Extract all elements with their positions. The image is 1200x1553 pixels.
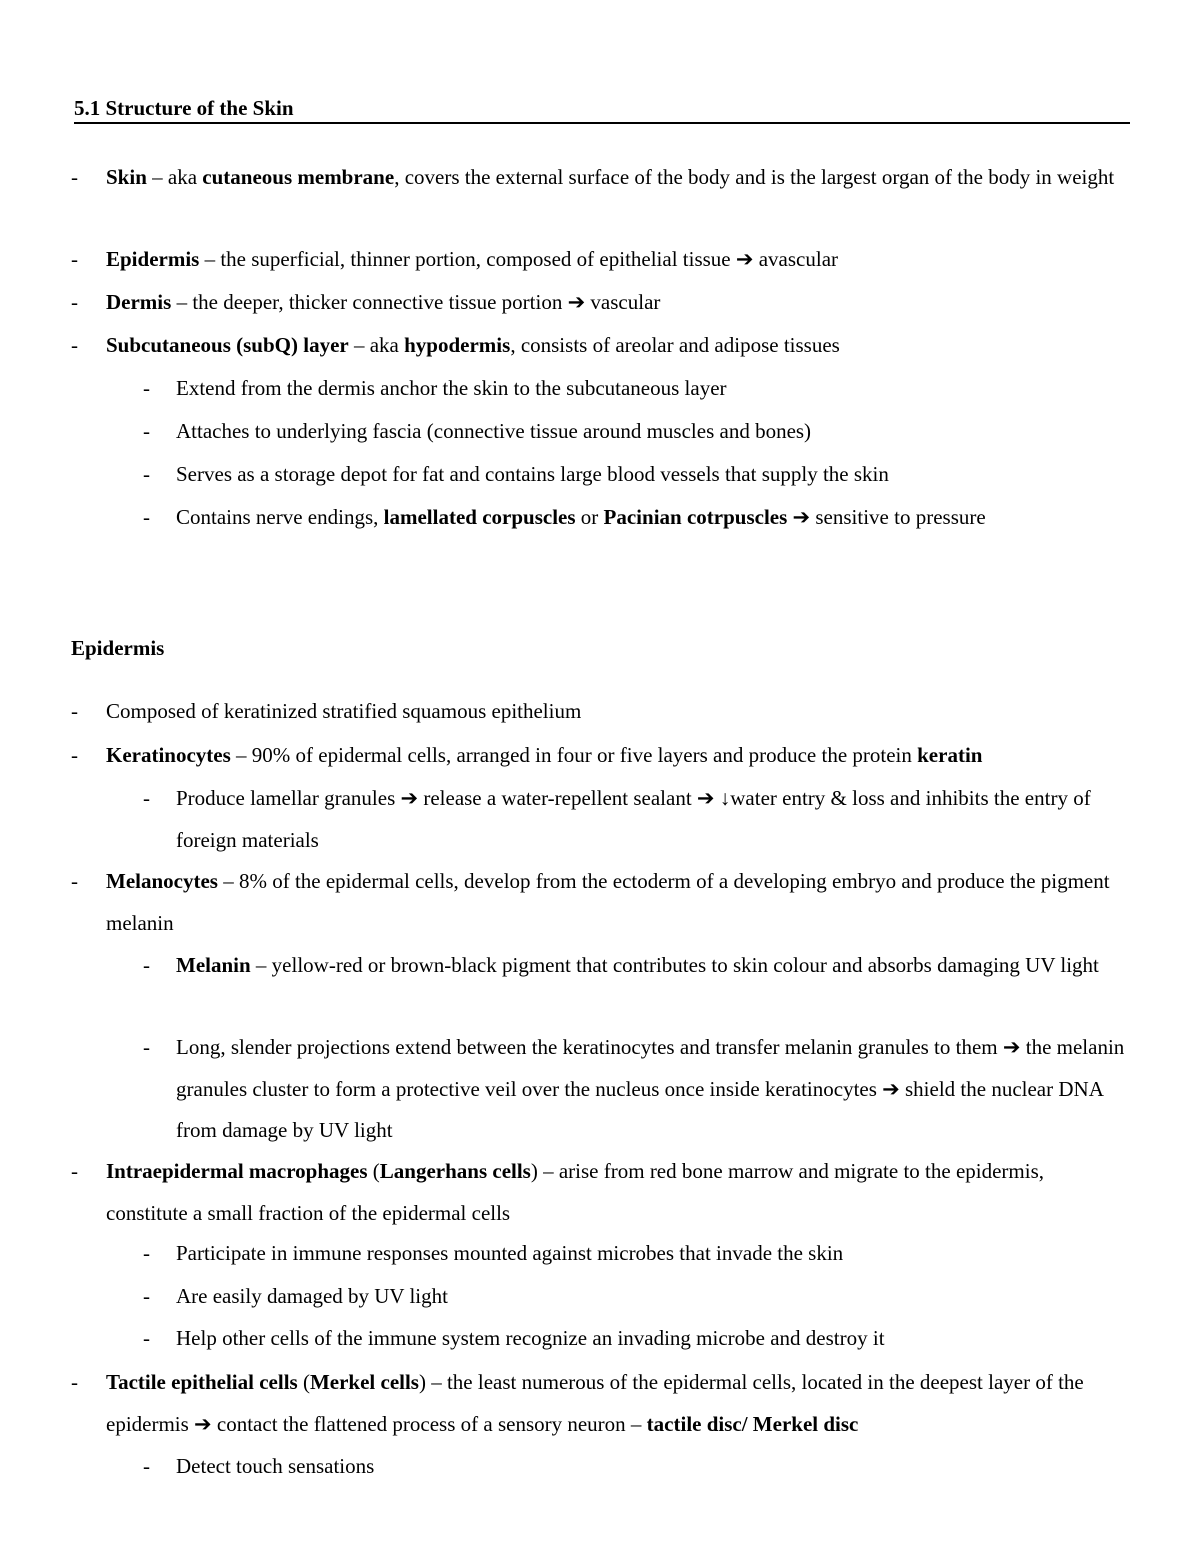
bullet-dash: -	[143, 786, 150, 810]
text-run: Help other cells of the immune system recognize an invading microbe and destroy it	[176, 1326, 885, 1350]
text-run: – 8% of the epidermal cells, develop from the ectoderm of a developing embryo and produce the pigment melanin	[106, 869, 1110, 935]
list-subitem-projections	[143, 1027, 1136, 1152]
text-run: – 90% of epidermal cells, arranged in four or five layers and produce the protein	[230, 743, 918, 767]
text-run: Attaches to underlying fascia (connective tissue around muscles and bones)	[176, 419, 812, 443]
bold-term: tactile disc/ Merkel disc	[646, 1411, 859, 1436]
list-subitem-uv-damage	[143, 1276, 1136, 1318]
list-item-epidermis	[71, 239, 1130, 281]
list-subitem-extend	[143, 368, 1136, 410]
text-run: – yellow-red or brown-black pigment that contributes to skin colour and absorbs damaging UV light	[250, 953, 1099, 977]
text-run: – aka	[146, 165, 203, 189]
list-item-subcutaneous	[71, 325, 1130, 367]
text-run: ➔ sensitive to pressure	[787, 505, 986, 529]
list-item-keratinocytes	[71, 735, 1130, 777]
list-subitem-nerve-endings	[143, 497, 1136, 539]
bullet-dash: -	[71, 743, 78, 767]
bullet-dash: -	[71, 699, 78, 723]
list-subitem-touch	[143, 1446, 1136, 1488]
text-run: (	[297, 1370, 310, 1394]
list-item-dermis	[71, 282, 1130, 324]
bold-term: Subcutaneous (subQ) layer	[106, 333, 349, 357]
text-run: Participate in immune responses mounted against microbes that invade the skin	[176, 1241, 844, 1265]
bold-term: cutaneous membrane	[202, 165, 395, 189]
bold-term: keratin	[917, 743, 983, 767]
text-run: Long, slender projections extend between the keratinocytes and transfer melanin granules to them ➔ the melanin granules cluster to form a protective veil over the nucleus once inside keratinocytes ➔ shield the nuclear DNA from damage by UV light	[176, 1035, 1125, 1142]
text-run: Extend from the dermis anchor the skin to the subcutaneous layer	[176, 376, 727, 400]
text-run: , consists of areolar and adipose tissues	[510, 333, 840, 357]
bold-term: Langerhans cells	[379, 1159, 531, 1183]
bold-term: hypodermis	[404, 333, 511, 357]
text-run: ) – arise from red bone marrow and migrate to the epidermis, constitute a small fraction of the epidermal cells	[106, 1159, 1045, 1225]
section-title-epidermis: Epidermis	[71, 636, 165, 660]
text-run: Serves as a storage depot for fat and contains large blood vessels that supply the skin	[176, 462, 889, 486]
bullet-dash: -	[71, 333, 78, 357]
bullet-dash: -	[143, 953, 150, 977]
bullet-dash: -	[143, 462, 150, 486]
bold-term: Dermis	[106, 290, 172, 314]
text-run: ) – the least numerous of the epidermal cells, located in the deepest layer of the epidermis ➔ contact the flattened process of a sensory neuron –	[106, 1370, 1084, 1436]
bullet-dash: -	[143, 505, 150, 529]
text-run: – aka	[348, 333, 405, 357]
list-subitem-lamellar	[143, 778, 1136, 861]
text-run: , covers the external surface of the body and is the largest organ of the body in weight	[394, 165, 1115, 189]
bullet-dash: -	[143, 1326, 150, 1350]
bullet-dash: -	[143, 376, 150, 400]
list-item-melanocytes	[71, 861, 1130, 944]
list-item-langerhans	[71, 1151, 1130, 1234]
list-subitem-immune	[143, 1233, 1136, 1275]
text-run: – the superficial, thinner portion, composed of epithelial tissue ➔ avascular	[199, 247, 839, 271]
text-run: Detect touch sensations	[176, 1454, 375, 1478]
bold-term: Melanin	[176, 953, 251, 977]
bold-term: Melanocytes	[106, 869, 218, 893]
bullet-dash: -	[143, 419, 150, 443]
list-subitem-help-cells	[143, 1318, 1136, 1360]
list-item-skin	[71, 157, 1130, 199]
bullet-dash: -	[143, 1284, 150, 1308]
text-run: – the deeper, thicker connective tissue portion ➔ vascular	[171, 290, 661, 314]
bullet-dash: -	[71, 290, 78, 314]
list-item-composed	[71, 691, 1130, 733]
list-subitem-storage	[143, 454, 1136, 496]
section-title-structure-of-skin: 5.1 Structure of the Skin	[74, 94, 1130, 124]
bullet-dash: -	[71, 1370, 78, 1394]
bullet-dash: -	[71, 165, 78, 189]
bullet-dash: -	[71, 1159, 78, 1183]
text-run: (	[367, 1159, 380, 1183]
text-run: Are easily damaged by UV light	[176, 1284, 448, 1308]
text-run: Composed of keratinized stratified squamous epithelium	[106, 699, 582, 723]
bullet-dash: -	[71, 869, 78, 893]
text-run: Produce lamellar granules ➔ release a water-repellent sealant ➔ ↓water entry & loss and inhibits the entry of foreign materials	[176, 786, 1091, 852]
bold-term: Keratinocytes	[106, 743, 231, 767]
bold-term: Merkel cells	[309, 1370, 419, 1394]
list-subitem-attaches	[143, 411, 1136, 453]
bold-term: Pacinian cotrpuscles	[603, 505, 788, 529]
list-item-merkel	[71, 1362, 1130, 1445]
bold-term: Epidermis	[106, 247, 200, 271]
bold-term: Intraepidermal macrophages	[106, 1159, 368, 1183]
bullet-dash: -	[143, 1035, 150, 1059]
text-run: or	[575, 505, 604, 529]
list-subitem-melanin	[143, 945, 1136, 987]
bold-term: Tactile epithelial cells	[106, 1370, 298, 1394]
bold-term: lamellated corpuscles	[383, 505, 576, 529]
text-run: Contains nerve endings,	[176, 505, 384, 529]
bullet-dash: -	[143, 1454, 150, 1478]
bullet-dash: -	[143, 1241, 150, 1265]
bullet-dash: -	[71, 247, 78, 271]
bold-term: Skin	[106, 165, 147, 189]
